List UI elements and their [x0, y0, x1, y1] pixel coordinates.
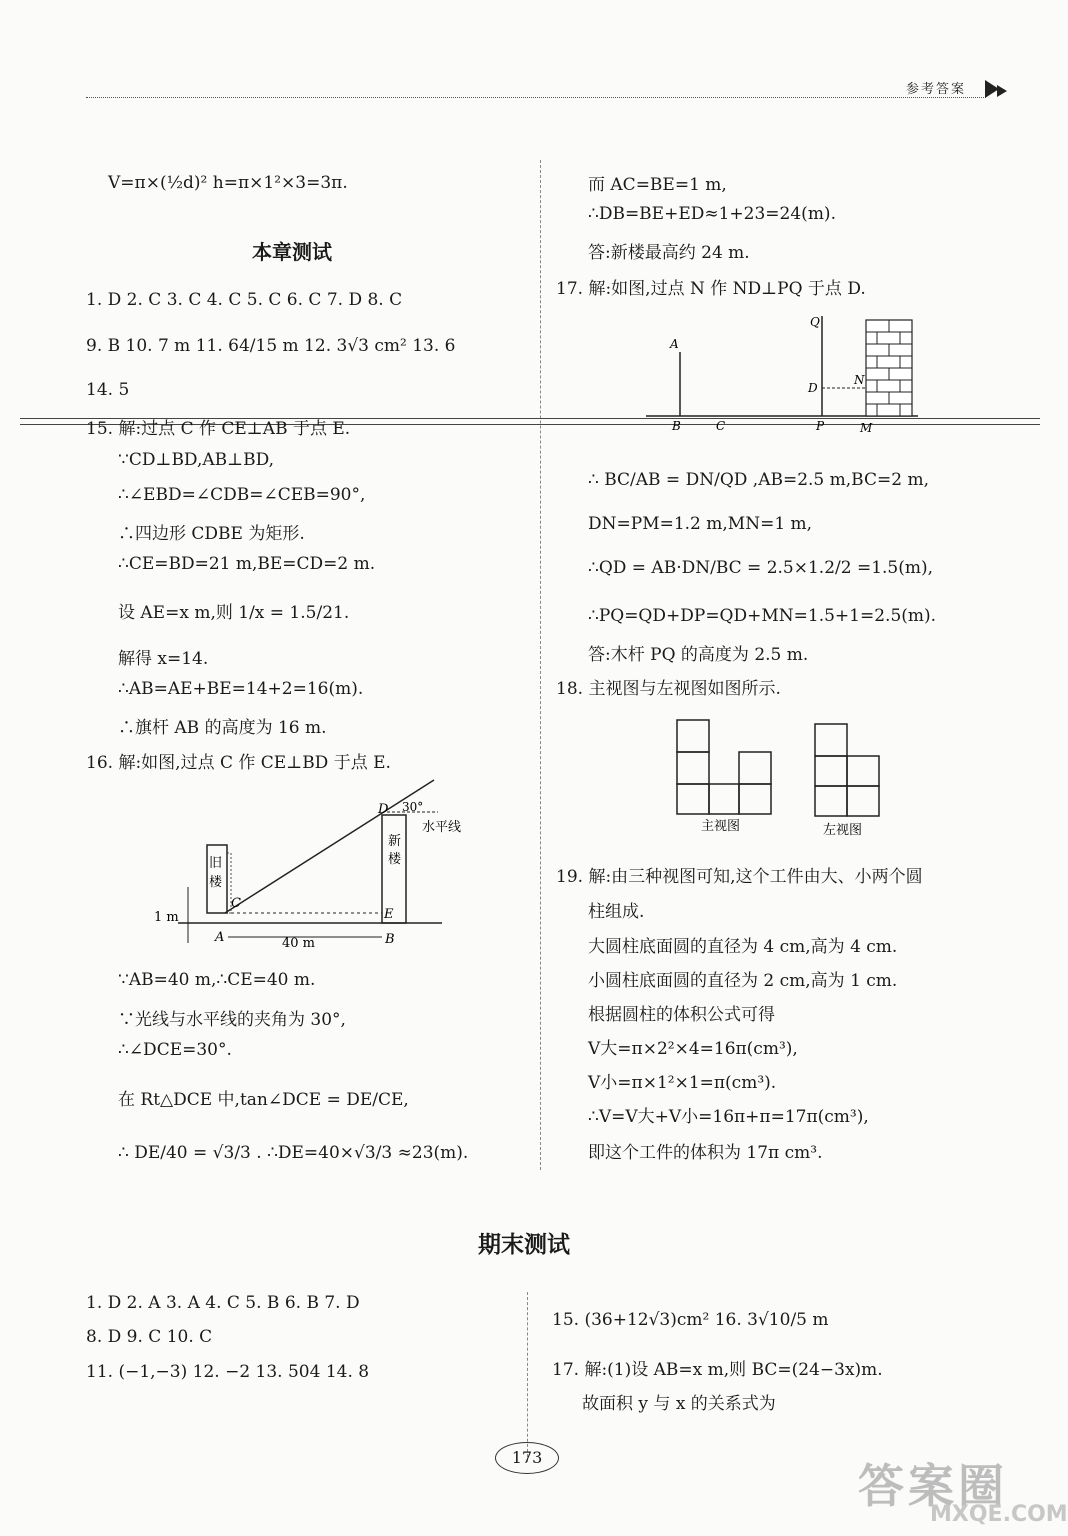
brick-wall	[866, 320, 912, 416]
q17-line: ∴QD = AB·DN/BC = 2.5×1.2/2 =1.5(m),	[588, 558, 934, 578]
q19-line: V大=π×2²×4=16π(cm³),	[588, 1039, 798, 1059]
label-front-view: 主视图	[701, 819, 741, 834]
q18-heading: 18. 主视图与左视图如图所示.	[556, 679, 781, 699]
final-answers-line: 故面积 y 与 x 的关系式为	[582, 1394, 776, 1414]
label-new: 新	[388, 834, 402, 849]
column-divider	[540, 160, 541, 1170]
q15-line: ∴CE=BD=21 m,BE=CD=2 m.	[118, 554, 376, 574]
header-rule	[86, 97, 986, 98]
q19-line: 小圆柱底面圆的直径为 2 cm,高为 1 cm.	[588, 971, 898, 991]
q19-line: 根据圆柱的体积公式可得	[588, 1005, 775, 1025]
final-answers-line: 11. (−1,−3) 12. −2 13. 504 14. 8	[86, 1362, 370, 1382]
header-title: 参考答案	[906, 82, 967, 97]
label-old: 旧	[209, 856, 223, 871]
q18-figure	[665, 712, 905, 842]
final-answers-line: 17. 解:(1)设 AB=x m,则 BC=(24−3x)m.	[552, 1360, 883, 1380]
page-number: 173	[495, 1442, 559, 1474]
q15-line: ∵CD⊥BD,AB⊥BD,	[118, 450, 275, 470]
q19-line: ∴V=V大+V小=16π+π=17π(cm³),	[588, 1107, 869, 1127]
q17-line: ∴PQ=QD+DP=QD+MN=1.5+1=2.5(m).	[588, 606, 937, 626]
answers-line: 14. 5	[86, 380, 130, 400]
column-divider-bottom	[527, 1292, 528, 1462]
label-E: E	[384, 907, 394, 922]
q15-line: 解得 x=14.	[118, 649, 209, 669]
label-left-view: 左视图	[823, 823, 863, 838]
left-view-grid	[815, 724, 879, 816]
final-answers-line: 8. D 9. C 10. C	[86, 1327, 213, 1347]
right-line: 而 AC=BE=1 m,	[588, 175, 727, 195]
label-C: C	[231, 896, 241, 911]
final-answers-line: 1. D 2. A 3. A 4. C 5. B 6. B 7. D	[86, 1293, 360, 1313]
label-P: P	[816, 419, 825, 433]
answers-line: 1. D 2. C 3. C 4. C 5. C 6. C 7. D 8. C	[86, 290, 403, 310]
q16-line: ∵光线与水平线的夹角为 30°,	[118, 1010, 346, 1030]
label-D: D	[808, 381, 818, 395]
q17-line: 答:木杆 PQ 的高度为 2.5 m.	[588, 645, 809, 665]
label-lou: 楼	[388, 852, 402, 867]
q19-line: 即这个工件的体积为 17π cm³.	[588, 1143, 823, 1163]
label-A: A	[670, 337, 679, 351]
q17-line: DN=PM=1.2 m,MN=1 m,	[588, 514, 813, 534]
label-horizon: 水平线	[422, 820, 462, 835]
q19-line: 19. 解:由三种视图可知,这个工件由大、小两个圆	[556, 867, 923, 887]
label-forty-m: 40 m	[282, 936, 316, 951]
label-A: A	[215, 930, 225, 945]
q16-line: ∵AB=40 m,∴CE=40 m.	[118, 970, 316, 990]
answers-line: 9. B 10. 7 m 11. 64/15 m 12. 3√3 cm² 13. 6	[86, 336, 456, 356]
label-lou2: 楼	[209, 875, 223, 890]
q19-line: V小=π×1²×1=π(cm³).	[588, 1073, 777, 1093]
watermark-logo: 答案圈	[858, 1459, 1008, 1513]
q16-figure	[150, 775, 462, 955]
arrow-icon-small	[997, 85, 1007, 97]
final-answers-line: 15. (36+12√3)cm² 16. 3√10/5 m	[552, 1310, 829, 1330]
q16-line: 在 Rt△DCE 中,tan∠DCE = DE/CE,	[118, 1090, 409, 1110]
label-angle: 30°	[402, 800, 424, 814]
q16-line: ∴ DE/40 = √3/3 . ∴DE=40×√3/3 ≈23(m).	[118, 1143, 469, 1163]
watermark-url: MXQE.COM	[930, 1502, 1068, 1527]
q15-line: 设 AE=x m,则 1/x = 1.5/21.	[118, 603, 350, 623]
q15-line: ∴AB=AE+BE=14+2=16(m).	[118, 679, 364, 699]
q17-figure	[640, 312, 920, 436]
label-one-m: 1 m	[154, 910, 179, 925]
label-N: N	[854, 373, 865, 387]
section-title-final-test: 期末测试	[478, 1232, 570, 1258]
q15-line: ∴四边形 CDBE 为矩形.	[118, 524, 305, 544]
q15-line: 15. 解:过点 C 作 CE⊥AB 于点 E.	[86, 419, 351, 439]
q15-line: ∴旗杆 AB 的高度为 16 m.	[118, 718, 327, 738]
label-B: B	[385, 932, 395, 947]
label-B: B	[672, 419, 681, 433]
label-Q: Q	[810, 315, 820, 329]
formula-volume: V=π×(½d)² h=π×1²×3=3π.	[108, 173, 348, 193]
label-M: M	[860, 421, 873, 435]
front-view-grid	[677, 720, 771, 814]
section-title-chapter-test: 本章测试	[252, 240, 332, 264]
q15-line: ∴∠EBD=∠CDB=∠CEB=90°,	[118, 485, 366, 505]
right-line: ∴DB=BE+ED≈1+23=24(m).	[588, 204, 836, 224]
label-C: C	[716, 419, 726, 433]
q16-heading: 16. 解:如图,过点 C 作 CE⊥BD 于点 E.	[86, 753, 391, 773]
q19-line: 柱组成.	[588, 902, 645, 922]
q16-line: ∴∠DCE=30°.	[118, 1040, 232, 1060]
right-line: 答:新楼最高约 24 m.	[588, 243, 750, 263]
q17-line: ∴ BC/AB = DN/QD ,AB=2.5 m,BC=2 m,	[588, 470, 929, 490]
q17-heading: 17. 解:如图,过点 N 作 ND⊥PQ 于点 D.	[556, 279, 866, 299]
label-D: D	[378, 802, 389, 817]
q19-line: 大圆柱底面圆的直径为 4 cm,高为 4 cm.	[588, 937, 898, 957]
